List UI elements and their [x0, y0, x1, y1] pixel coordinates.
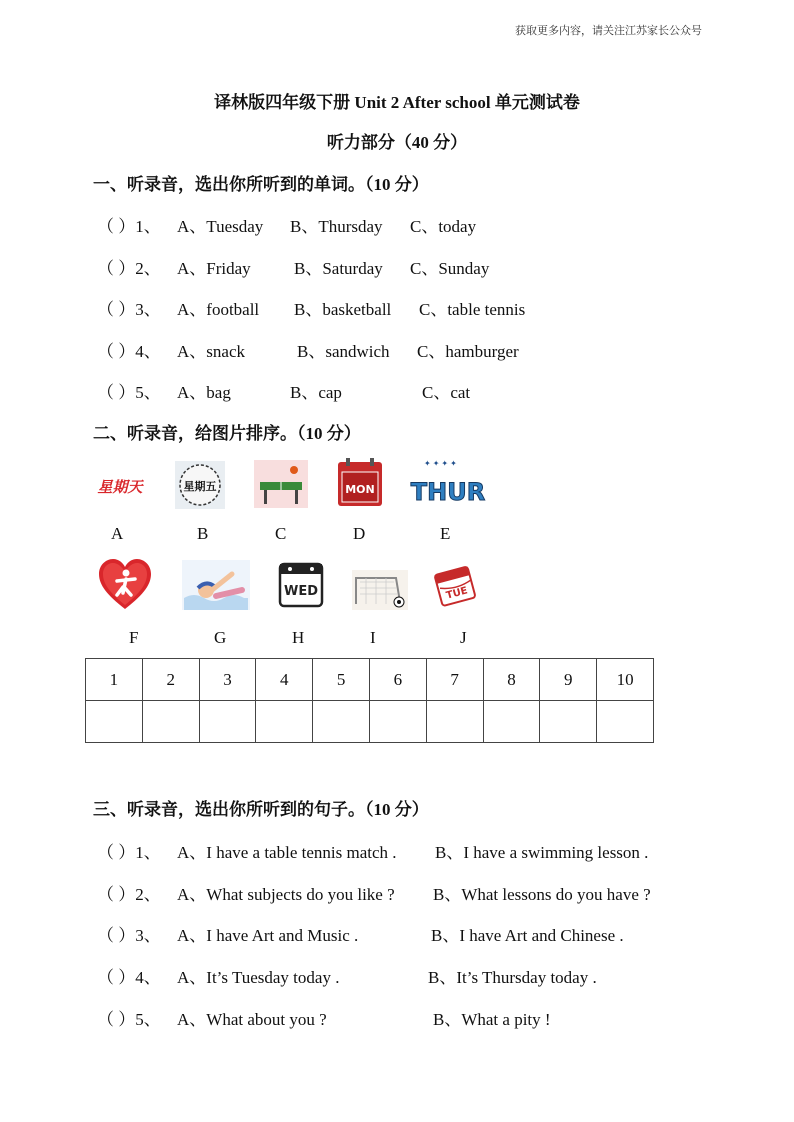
option-a: A、Friday — [177, 259, 251, 278]
option-b: B、I have a swimming lesson . — [435, 843, 649, 862]
friday-badge-icon — [174, 460, 226, 510]
question-number: （ ）5、 — [97, 1010, 161, 1029]
option-a: A、What about you ? — [177, 1010, 327, 1029]
calendar-mon-icon — [336, 458, 384, 508]
answer-cell[interactable] — [142, 701, 199, 743]
question-number: （ ）3、 — [97, 300, 161, 319]
answer-cell[interactable] — [483, 701, 540, 743]
answer-cell[interactable] — [597, 701, 654, 743]
answer-cell[interactable] — [313, 701, 370, 743]
answer-cell[interactable] — [256, 701, 313, 743]
svg-text:THUR: THUR — [410, 478, 486, 506]
thursday-text-icon — [410, 456, 486, 508]
picture-label-b: B — [197, 524, 209, 543]
option-b: B、sandwich — [297, 342, 390, 361]
option-c: C、today — [410, 217, 477, 236]
table-header-cell: 4 — [256, 659, 313, 701]
svg-text:TUE: TUE — [445, 585, 469, 602]
swimmer-icon — [182, 560, 250, 610]
answer-cell[interactable] — [86, 701, 143, 743]
picture-label-h: H — [292, 628, 305, 647]
picture-label-j: J — [460, 628, 467, 647]
sunday-text-icon — [92, 470, 148, 500]
option-b: B、cap — [290, 383, 342, 402]
picture-label-g: G — [214, 628, 227, 647]
question-number: （ ）5、 — [97, 383, 161, 402]
option-b: B、It’s Thursday today . — [428, 968, 597, 987]
question-number: （ ）4、 — [97, 968, 161, 987]
svg-text:MON: MON — [345, 483, 375, 496]
section3-heading: 三、听录音，选出你所听到的句子。（10 分） — [93, 800, 429, 819]
picture-label-e: E — [440, 524, 451, 543]
question-number: （ ）1、 — [97, 843, 161, 862]
question-number: （ ）3、 — [97, 926, 161, 945]
question-number: （ ）4、 — [97, 342, 161, 361]
picture-label-f: F — [129, 628, 139, 647]
question-number: （ ）2、 — [97, 885, 161, 904]
option-a: A、Tuesday — [177, 217, 264, 236]
option-a: A、I have a table tennis match . — [177, 843, 397, 862]
heart-runner-icon — [97, 557, 153, 611]
table-header-cell: 2 — [142, 659, 199, 701]
option-b: B、What a pity ! — [433, 1010, 551, 1029]
picture-label-i: I — [370, 628, 376, 647]
table-header-cell: 6 — [369, 659, 426, 701]
table-header-cell: 5 — [313, 659, 370, 701]
option-b: B、Thursday — [290, 217, 383, 236]
table-header-cell: 10 — [597, 659, 654, 701]
question-number: （ ）2、 — [97, 259, 161, 278]
option-c: C、Sunday — [410, 259, 490, 278]
answer-cell[interactable] — [426, 701, 483, 743]
table-header-cell: 3 — [199, 659, 256, 701]
answer-table-header-row — [86, 659, 654, 701]
option-a: A、bag — [177, 383, 231, 402]
option-a: A、What subjects do you like ? — [177, 885, 395, 904]
watermark-text: 获取更多内容，请关注江苏家长公众号 — [515, 25, 702, 37]
question-number: （ ）1、 — [97, 217, 161, 236]
table-tennis-icon — [254, 460, 308, 508]
picture-label-d: D — [353, 524, 366, 543]
answer-cell[interactable] — [369, 701, 426, 743]
option-a: A、football — [177, 300, 260, 319]
page-title: 译林版四年级下册 Unit 2 After school 单元测试卷 — [214, 93, 580, 112]
svg-text:星期天: 星期天 — [97, 478, 143, 496]
svg-text:WED: WED — [283, 584, 319, 599]
calendar-wed-icon — [278, 560, 324, 608]
option-a: A、I have Art and Music . — [177, 926, 359, 945]
table-header-cell: 1 — [86, 659, 143, 701]
table-header-cell: 7 — [426, 659, 483, 701]
svg-text:✦ ✦ ✦ ✦: ✦ ✦ ✦ ✦ — [424, 459, 457, 468]
svg-text:星期五: 星期五 — [183, 480, 217, 493]
table-header-cell: 9 — [540, 659, 597, 701]
soccer-goal-icon — [352, 570, 408, 610]
option-a: A、snack — [177, 342, 245, 361]
calendar-tue-icon — [432, 562, 480, 610]
option-a: A、It’s Tuesday today . — [177, 968, 340, 987]
table-header-cell: 8 — [483, 659, 540, 701]
option-c: C、cat — [422, 383, 471, 402]
option-b: B、basketball — [294, 300, 392, 319]
answer-table-blank-row — [86, 701, 654, 743]
page-subtitle: 听力部分（40 分） — [326, 133, 468, 152]
answer-cell[interactable] — [540, 701, 597, 743]
option-b: B、What lessons do you have ? — [433, 885, 651, 904]
option-c: C、table tennis — [419, 300, 526, 319]
option-b: B、I have Art and Chinese . — [431, 926, 624, 945]
picture-label-a: A — [111, 524, 124, 543]
answer-cell[interactable] — [199, 701, 256, 743]
answer-table — [85, 658, 654, 743]
picture-label-c: C — [275, 524, 287, 543]
section1-heading: 一、听录音，选出你所听到的单词。（10 分） — [93, 175, 429, 194]
option-c: C、hamburger — [417, 342, 519, 361]
section2-heading: 二、听录音，给图片排序。（10 分） — [93, 424, 361, 443]
option-b: B、Saturday — [294, 259, 383, 278]
